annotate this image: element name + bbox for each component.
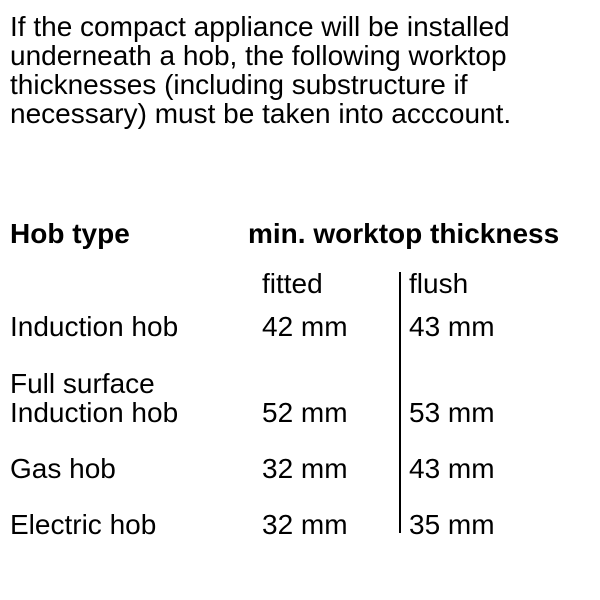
intro-line-1: If the compact appliance will be installed [10, 11, 510, 42]
intro-line-3: thicknesses (including substructure if [10, 69, 468, 100]
intro-paragraph [10, 12, 511, 128]
row-gas-flush-value: 43 mm [409, 453, 495, 484]
hob-type-column-header: Hob type [10, 218, 130, 249]
row-electric-flush-value: 35 mm [409, 509, 495, 540]
flush-subheader: flush [409, 268, 469, 299]
worktop-thickness-column-header: min. worktop thickness [248, 218, 560, 249]
row-induction-fitted-value: 42 mm [262, 311, 348, 342]
fitted-subheader: fitted [262, 268, 323, 299]
row-electric-name: Electric hob [10, 509, 157, 540]
column-divider-line [399, 272, 401, 533]
row-fullsurface-fitted-value: 52 mm [262, 397, 348, 428]
row-fullsurface-name-line1: Full surface [10, 368, 155, 399]
row-induction-name: Induction hob [10, 311, 179, 342]
row-gas-fitted-value: 32 mm [262, 453, 348, 484]
intro-line-4: necessary) must be taken into acccount. [10, 98, 512, 129]
intro-line-2: underneath a hob, the following worktop [10, 40, 507, 71]
row-fullsurface-flush-value: 53 mm [409, 397, 495, 428]
row-induction-flush-value: 43 mm [409, 311, 495, 342]
row-fullsurface-name-line2: Induction hob [10, 397, 179, 428]
row-electric-fitted-value: 32 mm [262, 509, 348, 540]
row-gas-name: Gas hob [10, 453, 116, 484]
